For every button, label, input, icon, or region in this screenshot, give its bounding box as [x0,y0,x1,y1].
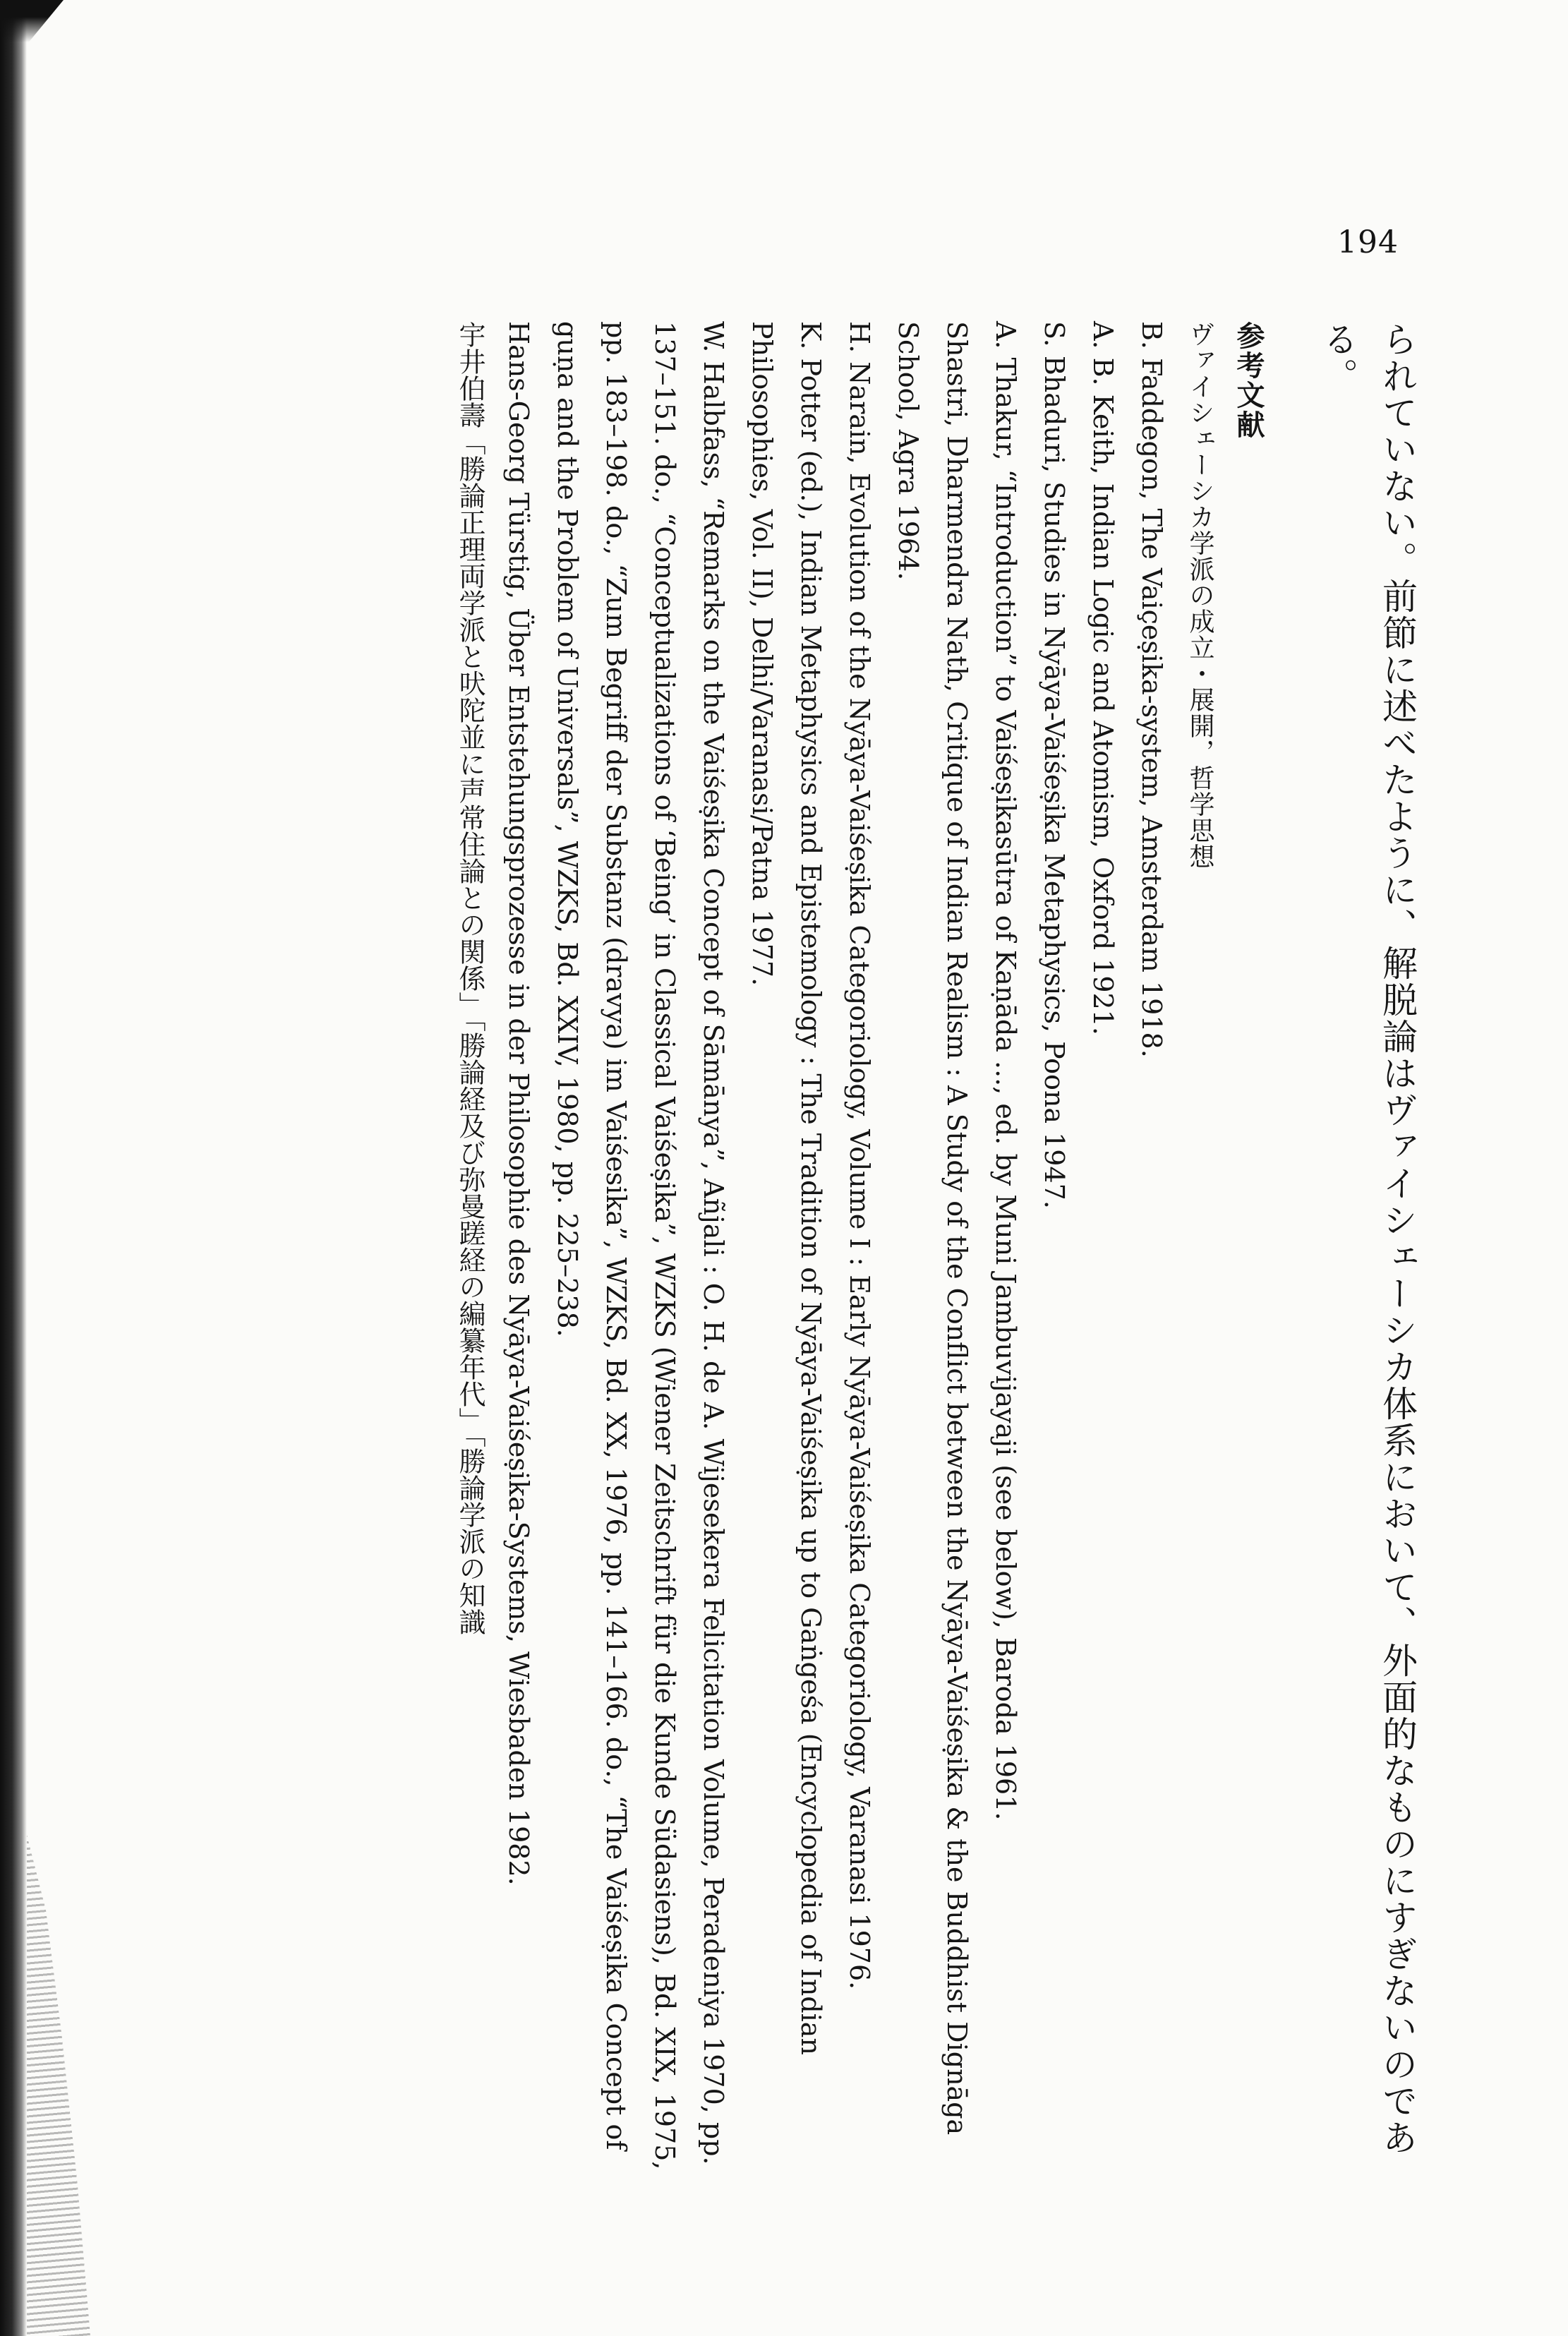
reference-entry: B. Faddegon, The Vaiçeṣika-system, Amsterdam 1918. [1136,321,1167,1058]
references-heading: 参考文献 [1232,321,1265,440]
reference-entry: 宇井伯壽「勝論正理両学派と吠陀並に声常住論との関係」「勝論経及び弥曼蹉経の編纂年代」「勝論学派の知識 [454,321,486,1635]
vertical-text-block [192,321,1427,2205]
scan-page-edge [27,1835,90,2336]
references-subheading: ヴァイシェーシカ学派の成立・展開，哲学思想 [1186,321,1214,869]
reference-entry: A. B. Keith, Indian Logic and Atomism, Oxford 1921. [1087,321,1118,1035]
reference-entry: H. Narain, Evolution of the Nyāya-Vaiśeṣika Categoriology, Volume I : Early Nyāya-Vaiśeṣika Categoriology, Varanasi 1976. [844,321,875,1990]
reference-entry: W. Halbfass, “Remarks on the Vaiśeṣika Concept of Sāmānya”, Añjali : O. H. de A. Wijesekera Felicitation Volume, Peradeniya 1970, pp. 137–151. do., “Conceptualizations of ‘Being’ in Classical Vaiśeṣika”, WZKS (Wiener Zeitschrift für die Kunde Südasiens), Bd. XIX, 1975, pp. 183–198. do., “Zum Begriff der Substanz (dravya) im Vaiśesika”, WZKS, Bd. XX, 1976, pp. 141–166. do., “The Vaiśeṣika Concept of guṇa and the Problem of Universals”, WZKS, Bd. XXIV, 1980, pp. 225–238. [552,321,729,2170]
scan-binding-corner [0,0,64,42]
body-paragraph: られていない。前節に述べたように、解脱論はヴァイシェーシカ体系において、外面的なものにすぎないのである。 [1317,321,1418,2156]
reference-entry: Shastri, Dharmendra Nath, Critique of Indian Realism : A Study of the Conflict between the Nyāya-Vaiśeṣika & the Buddhist Dignāga School, Agra 1964. [893,321,972,2136]
reference-entry: S. Bhaduri, Studies in Nyāya-Vaiśeṣika Metaphysics, Poona 1947. [1039,321,1070,1209]
page-number: 194 [1337,224,1399,260]
scan-binding-shadow [0,0,27,2336]
reference-entry: A. Thakur, “Introduction” to Vaiśeṣikasūtra of Kaṇāda ..., ed. by Muni Jambuvijayaji (see below), Baroda 1961. [990,321,1021,1821]
reference-entry: K. Potter (ed.), Indian Metaphysics and Epistemology : The Tradition of Nyāya-Vaiśeṣika up to Gaṅgeśa (Encyclopedia of Indian Philosophies, Vol. II), Delhi/Varanasi/Patna 1977. [747,321,826,2055]
reference-entry: Hans-Georg Türstig, Über Entstehungsprozesse in der Philosophie des Nyāya-Vaiśeṣika-Systems, Wiesbaden 1982. [503,321,534,1886]
